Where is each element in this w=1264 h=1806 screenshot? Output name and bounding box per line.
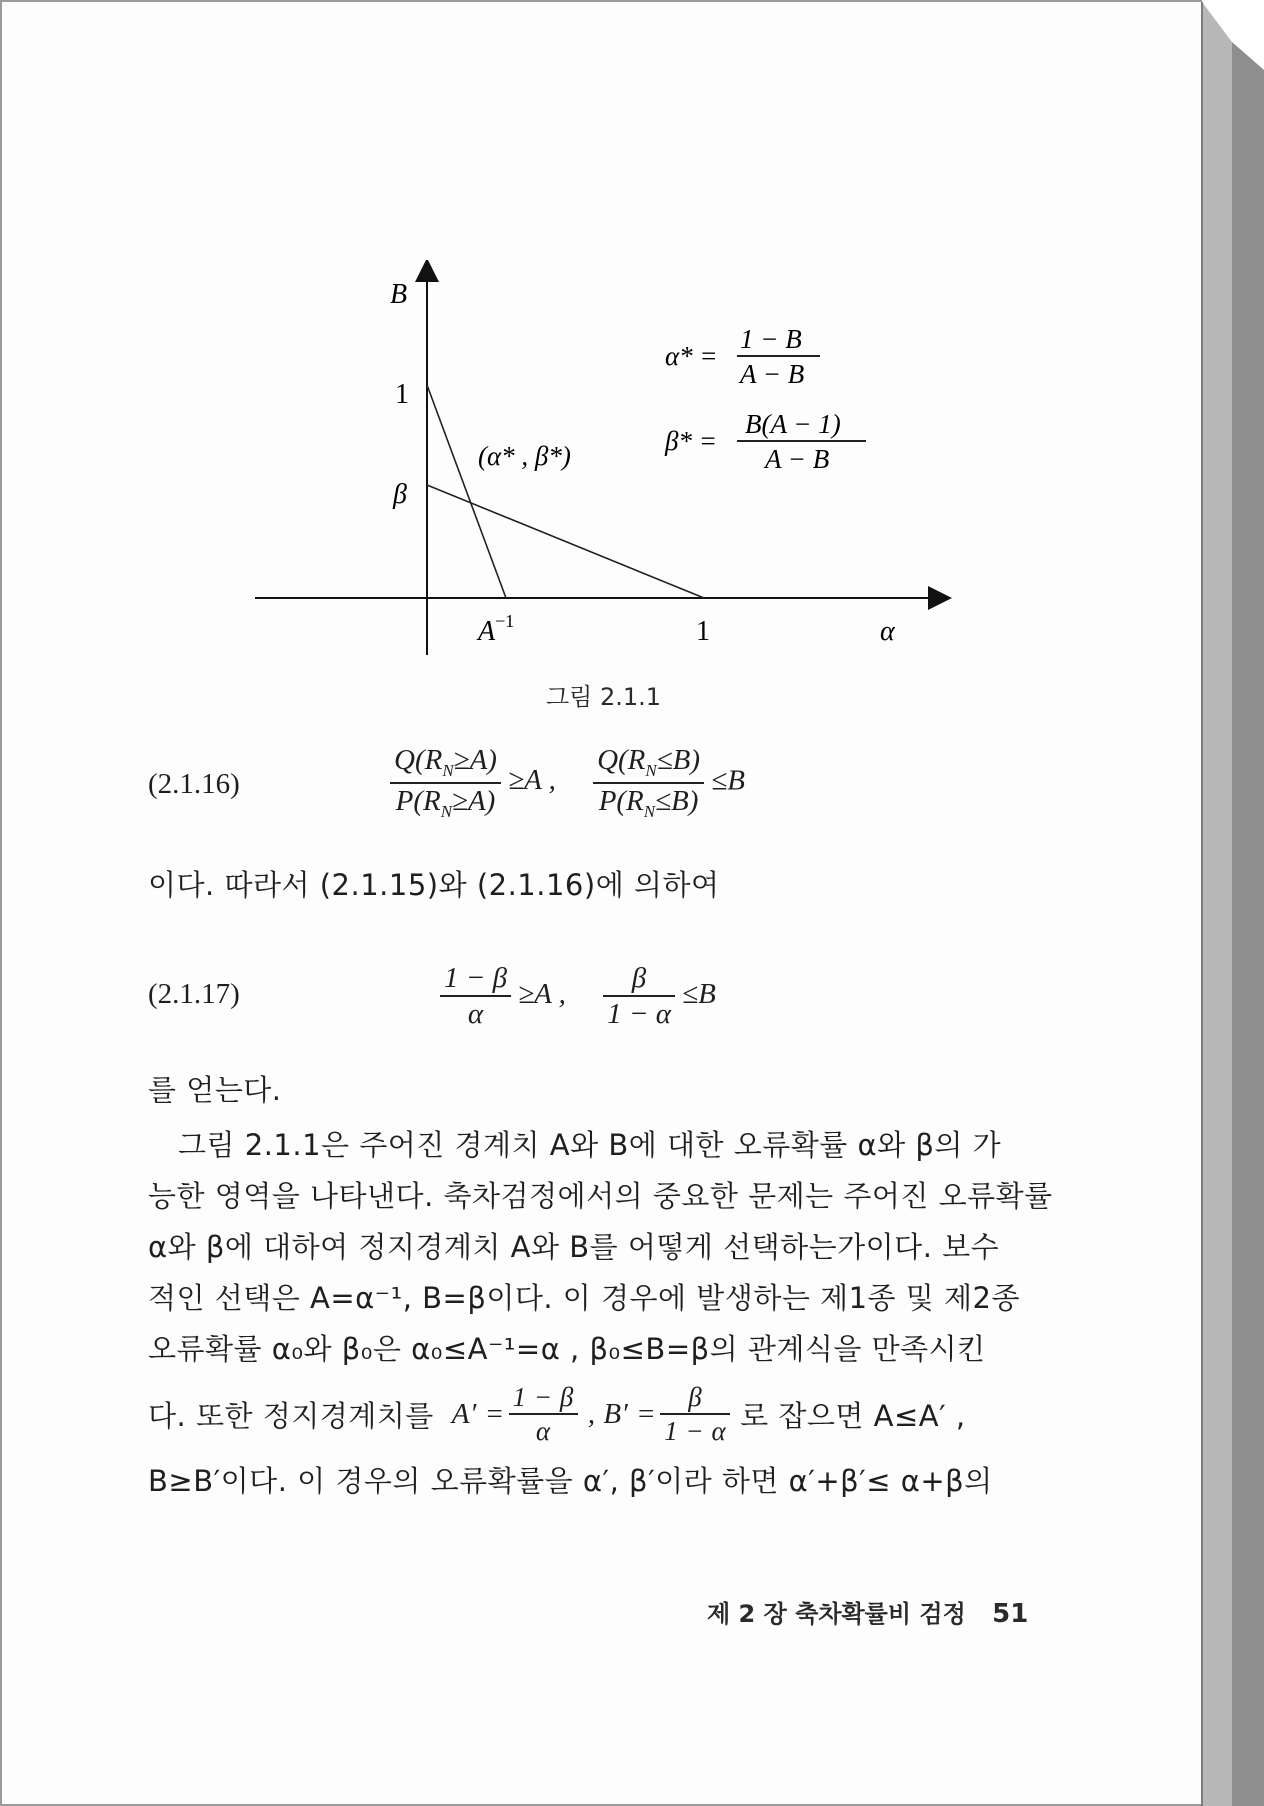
text-line-after-2-1-16: 이다. 따라서 (2.1.15)와 (2.1.16)에 의하여 [148, 868, 720, 902]
beta-star-lhs: β* = [665, 426, 717, 456]
equation-number-2-1-16: (2.1.16) [148, 768, 240, 800]
axis-y-label: B [390, 279, 408, 310]
eq17-relation-1: ≥A , [518, 978, 566, 1011]
paragraph-line-1: 그림 2.1.1은 주어진 경계치 A와 B에 대한 오류확률 α와 β의 가 [178, 1128, 1002, 1162]
alpha-star-den: A − B [740, 359, 805, 389]
paragraph-line-4: 적인 선택은 A=α⁻¹, B=β이다. 이 경우에 발생하는 제1종 및 제2종 [148, 1281, 1020, 1315]
eq17-fraction-1: $\frac{1 - \beta}{\alpha}$ [440, 963, 511, 1030]
eq17-fraction-2: $\frac{\beta}{1 - \alpha}$ [603, 963, 675, 1030]
line-from-1-to-Ainv [427, 385, 506, 598]
line6-B-prime: , B′ = [587, 1397, 657, 1430]
equation-2-1-16 [390, 745, 745, 820]
axis-x-label: α [880, 616, 895, 647]
eq16-relation-2: ≤B [711, 764, 745, 797]
x-tick-1: 1 [696, 616, 710, 647]
paragraph-line-2: 능한 영역을 나타낸다. 축차검정에서의 중요한 문제는 주어진 오류확률 [148, 1179, 1053, 1213]
point-label: (α* , β*) [478, 441, 571, 471]
page-number: 51 [992, 1599, 1029, 1629]
figure-caption: 그림 2.1.1 [546, 683, 662, 711]
line6-text-a: 다. 또한 정지경계치를 [148, 1398, 434, 1433]
alpha-star-lhs: α* = [665, 341, 718, 371]
paragraph-line-5: 오류확률 α₀와 β₀은 α₀≤A⁻¹=α , β₀≤B=β의 관계식을 만족시킨 [148, 1332, 986, 1366]
eq16-fraction-2: $\frac{Q(R_N\le B)}{P(R_N\le B)}$ [593, 745, 704, 820]
line6-A-prime: A′ = [451, 1397, 505, 1430]
beta-star-num: B(A − 1) [745, 409, 841, 439]
y-tick-beta: β [393, 479, 407, 510]
text-line-after-2-1-17: 를 얻는다. [148, 1073, 282, 1107]
eq16-relation-1: ≥A , [508, 764, 556, 797]
line-from-beta-to-1 [427, 485, 704, 598]
line6-B-fraction: $\frac{\beta}{1 - \alpha}$ [660, 1383, 730, 1446]
figure-2-1-1 [240, 260, 970, 660]
chapter-title: 제 2 장 축차확률비 검정 [707, 1600, 966, 1628]
alpha-star-num: 1 − B [740, 324, 802, 354]
line6-text-b: 로 잡으면 A≤A′ , [740, 1398, 966, 1433]
x-tick-Ainv: $A^{-1}$ [478, 611, 515, 647]
equation-number-2-1-17: (2.1.17) [148, 978, 240, 1010]
running-footer [707, 1594, 1028, 1629]
paragraph-line-3: α와 β에 대하여 정지경계치 A와 B를 어떻게 선택하는가이다. 보수 [148, 1230, 1000, 1264]
paragraph-line-6 [148, 1383, 966, 1446]
eq17-relation-2: ≤B [682, 978, 716, 1011]
y-tick-1: 1 [395, 379, 409, 410]
line6-A-fraction: $\frac{1 - \beta}{\alpha}$ [509, 1383, 578, 1446]
paragraph-line-7: B≥B′이다. 이 경우의 오류확률을 α′, β′이라 하면 α′+β′≤ α+β의 [148, 1464, 993, 1498]
beta-star-den: A − B [765, 444, 830, 474]
eq16-fraction-1: $\frac{Q(R_N\ge A)}{P(R_N\ge A)}$ [390, 745, 501, 820]
equation-2-1-17 [440, 963, 716, 1030]
